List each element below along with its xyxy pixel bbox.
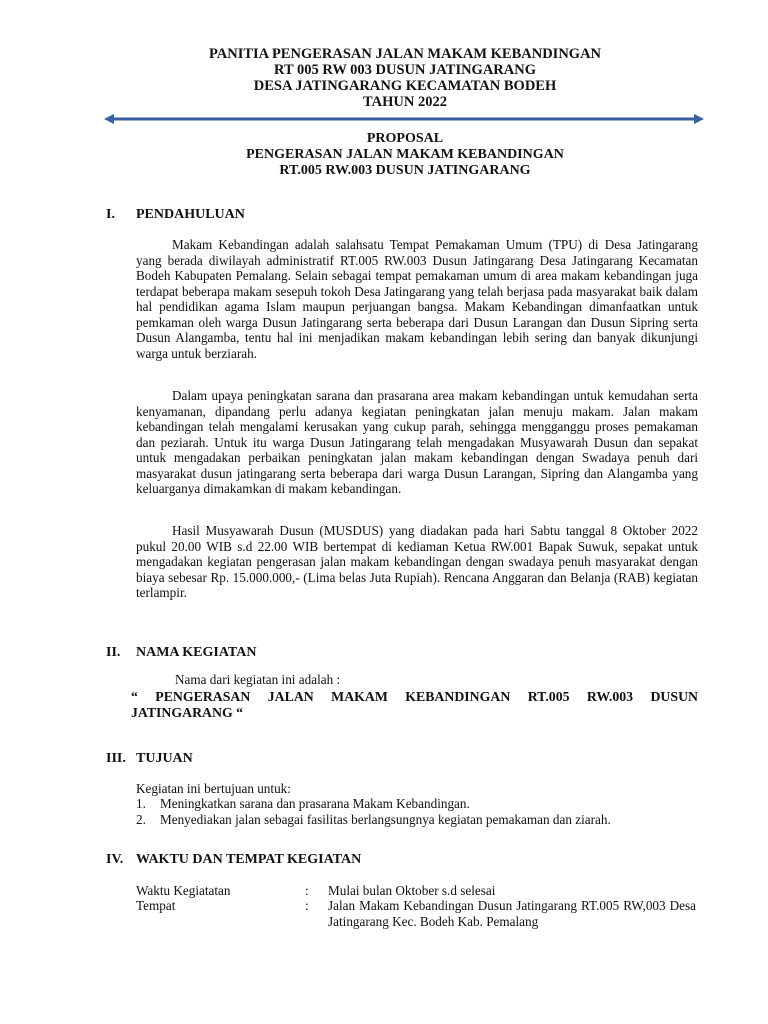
place-label: Tempat <box>136 898 176 913</box>
list-item-text: Menyediakan jalan sebagai fasilitas berlangsungnya kegiatan pemakaman dan ziarah. <box>160 812 611 827</box>
section-1-heading: PENDAHULUAN <box>136 207 245 222</box>
time-value: Mulai bulan Oktober s.d selesai <box>328 883 496 898</box>
letterhead-line-1: PANITIA PENGERASAN JALAN MAKAM KEBANDINGAN <box>208 46 602 62</box>
section-1-paragraph-1: Makam Kebandingan adalah salahsatu Tempat Pemakaman Umum (TPU) di Desa Jatingarang yang berada diwilayah administratif RT.005 RW.003 Dusun Jatingarang Desa Jatingarang Kecamatan Bodeh Kabupaten Pemalang. Selain sebagai tempat pemakaman umum di area makam kebandingan juga terdapat beberapa makam sesepuh tokoh Desa Jatingarang yang telah berjasa pada masyarakat baik dalam hal pendidikan agama Islam maupun perjuangan bangsa. Makam Kebandingan dimanfaatkan untuk pemkaman oleh warga Dusun Jatingarang serta beberapa dari Dusun Larangan dan Dusun Sipring serta Dusun Alangamba, tentu hal ini menjadikan makam kebandingan lebih sering dan banyak dikunjungi warga untuk berziarah. <box>136 237 698 361</box>
section-3-intro: Kegiatan ini bertujuan untuk: <box>136 781 291 796</box>
list-item <box>136 812 611 828</box>
section-1-paragraph-2: Dalam upaya peningkatan sarana dan prasarana area makam kebandingan untuk kemudahan serta kenyamanan, dipandang perlu adanya kegiatan peningkatan jalan menuju makam. Jalan makam kebandingan telah mengalami kerusakan yang cukup parah, sehingga mengganggu proses pemakaman dan peziarah. Untuk itu warga Dusun Jatingarang telah mengadakan Musyawarah Dusun dan sepakat untuk mengadakan perbaikan peningkatan jalan makam kebandingan dengan Swadaya penuh dari masyarakat dusun jatingarang serta beberapa dari warga Dusun Larangan, Sipring dan Alangamba yang keluarganya dimakamkan di makam kebandingan. <box>136 388 698 496</box>
letterhead-divider-arrow <box>104 111 704 127</box>
place-colon: : <box>305 898 309 913</box>
section-3-number: III. <box>106 751 126 766</box>
list-item <box>136 796 611 812</box>
list-item-number: 1. <box>136 796 146 811</box>
proposal-subtitle-2: RT.005 RW.003 DUSUN JATINGARANG <box>279 163 531 178</box>
place-value: Jalan Makam Kebandingan Dusun Jatingarang RT.005 RW,003 Desa Jatingarang Kec. Bodeh Kab. Pemalang <box>328 898 696 929</box>
list-item-text: Meningkatkan sarana dan prasarana Makam Kebandingan. <box>160 796 470 811</box>
section-1-paragraph-3: Hasil Musyawarah Dusun (MUSDUS) yang diadakan pada hari Sabtu tanggal 8 Oktober 2022 pukul 20.00 WIB s.d 22.00 WIB bertempat di kediaman Ketua RW.001 Bapak Suwuk, sepakat untuk mengadakan kegiatan pengerasan jalan makam kebandingan dengan swadaya penuh masyarakat dengan biaya sebesar Rp. 15.000.000,- (Lima belas Juta Rupiah). Rencana Anggaran dan Belanja (RAB) kegiatan terlampir. <box>136 523 698 600</box>
letterhead-line-3: DESA JATINGARANG KECAMATAN BODEH <box>253 78 557 94</box>
letterhead-line-2: RT 005 RW 003 DUSUN JATINGARANG <box>273 62 537 78</box>
section-1-number: I. <box>106 207 115 222</box>
section-3-heading: TUJUAN <box>136 751 193 766</box>
list-item-number: 2. <box>136 812 146 827</box>
section-2-heading: NAMA KEGIATAN <box>136 645 257 660</box>
time-label: Waktu Kegiatatan <box>136 883 231 898</box>
time-colon: : <box>305 883 309 898</box>
section-2-number: II. <box>106 645 121 660</box>
activity-name: “ PENGERASAN JALAN MAKAM KEBANDINGAN RT.005 RW.003 DUSUN JATINGARANG “ <box>131 689 698 720</box>
letterhead-line-4: TAHUN 2022 <box>363 94 447 110</box>
proposal-title: PROPOSAL <box>366 131 444 146</box>
section-2-intro: Nama dari kegiatan ini adalah : <box>175 672 341 687</box>
objectives-list <box>136 796 611 828</box>
proposal-subtitle-1: PENGERASAN JALAN MAKAM KEBANDINGAN <box>246 147 564 162</box>
section-4-heading: WAKTU DAN TEMPAT KEGIATAN <box>136 852 362 867</box>
section-4-number: IV. <box>106 852 124 867</box>
